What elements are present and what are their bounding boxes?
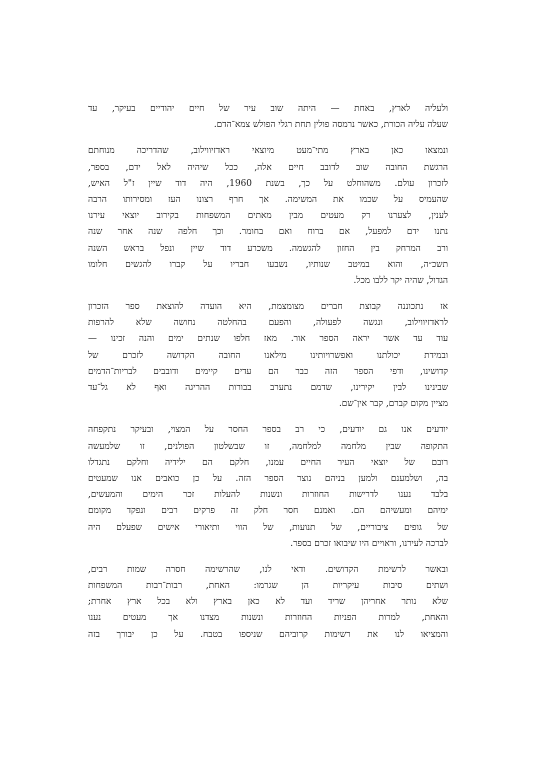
text-line: מציין מקום קברם, קבר אין־שם. (338, 399, 448, 410)
text-line: שהעמיס על שכמו את המשימה. אך חרף רצונו העז ומסירותו הרבה (88, 194, 448, 205)
text-line: קדושינו, ודפי הספר הזה כבר הם עדים קיימים ודובבים לבריות־הדמים (88, 366, 448, 377)
text-line: הרגשת החובה שוב לדובב חיים אלה, ככל שיהיה לאל ידם, בספר, (88, 162, 448, 173)
text-line: והמציאו לנו את רשימות קרוביהם שניספו בטבח. על כן יבורך בזה (88, 629, 448, 640)
text-line: רובם של יוצאי העיר החיים עמנו, חלקם הם ילידיה וחלקם נתגדלו (88, 457, 448, 468)
paragraph (88, 562, 448, 643)
paragraph (88, 143, 448, 289)
text-line: הגדול, שהיה יקר ללבו מכל. (353, 275, 448, 286)
body-text (88, 101, 448, 653)
text-line: לראדזיווילוב, ונגשה לפעולה, והפעם בהחלטה נחושה שלא להרפות (88, 318, 448, 329)
text-line: ולעליה לארץ, באחת — היתה שוב עיר של חיים יהודיים בעיקר, עד (88, 104, 448, 114)
text-line: נתנו ידם למפעל, אם ברוח ואם בחומר. וכך חלפה שנה אחר שנה (88, 227, 448, 238)
text-line: של גופים ציבוריים, של תנועות, של הווי ותיאורי אישים שפעלם היה (88, 522, 448, 533)
text-line: שבינינו לבין יקירינו, שדמם נתערב בבורות ההריגה ואף לא גל־עד (88, 383, 448, 393)
text-line: ובמידת יכולתנו ואפשרויותינו מילאנו החובה הקדושה לזכרם של (88, 350, 448, 361)
text-line: שלא נותר אחריהן שריד ועד לא כאן בארץ ולא בכל ארץ אחרת; (88, 597, 448, 608)
paragraph (88, 422, 448, 552)
text-line: ושתים סיבות עיקריות הן שגרמו: האחת, רבות־רבות המשפחות (88, 581, 448, 592)
text-line: שעלה עליה הכורת, כאשר נרמסה פולין תחת רגלי הפולש צמא־הדם. (213, 120, 448, 131)
text-line: לענין, לצערנו רק מעטים מבין מאתים המשפחות בקירוב יוצאי עירנו (88, 211, 448, 222)
text-line: לברכה לעירנו, וראויים היו שיבואו זכרם בספר. (290, 538, 448, 549)
paragraph (88, 299, 448, 412)
text-line: בה, ושלמענם ולמען בניהם נוצר הספר הזה. על כן כואבים אנו שמעטים (88, 473, 448, 484)
text-line: לזכרון עולם. משהוחלט על כך, בשנת 1960, היה דוד שיין ז"ל האיש, (88, 178, 449, 189)
text-line: תשכ״ה, והוא במיטב שנותיו, נשבעו חבריו על קברו להגשים חלומו (88, 259, 448, 270)
text-line: יודעים אנו גם יודעים, כי רב בספר החסר על המצוי, ובעיקר נתקפחה (88, 425, 448, 436)
text-line: ורב המרחק בין החזון להגשמה. משכרע דוד שיין ונפל בראש השנה (88, 243, 448, 254)
text-line: והאחת, למרות הפניות החוזרות ונשנות מצדנו אך מעטים נענו (88, 613, 448, 624)
text-line: עוד עד אשר יראה הספר אור. מאז חלפו שנתים ימים והנה זכינו — (88, 334, 448, 345)
text-line: התקופה שבין מלחמה למלחמה, זו שבשלטון הפולנים, זו שלמעשה (88, 441, 448, 452)
text-line: ונמצאו כאן בארץ מתי־מעט מיוצאי ראדזיווילוב, שהדריכה מנוחתם (88, 146, 448, 157)
text-line: אז נתכוננה קבוצת חברים מצומצמת, היא הועדה להוצאת ספר הזכרון (88, 302, 448, 313)
text-line: ובאשר לרשימת הקדושים. ודאי לנו, שהרשימה חסרה שמות רבים, (88, 564, 448, 575)
paragraph (88, 101, 448, 133)
text-line: בלבד נענו לדרישות החוזרות ונשנות להעלות זכר הימים והמעשים, (88, 490, 448, 501)
text-line: ימיהם ומעשיהם הם. ואמנם חסר חלק זה פרקים רבים ונפקד מקומם (88, 506, 448, 517)
